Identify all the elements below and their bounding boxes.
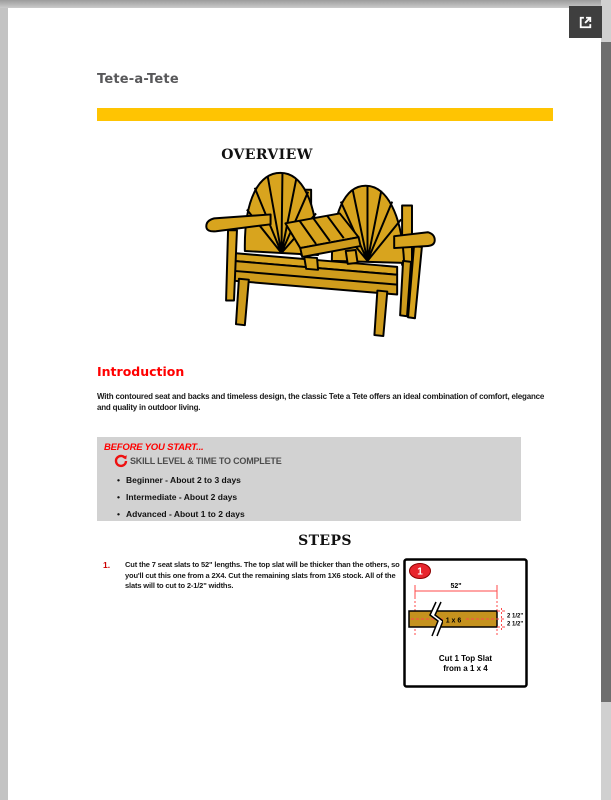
overview-heading: OVERVIEW: [221, 147, 313, 163]
scrollbar-thumb[interactable]: [601, 42, 611, 702]
steps-heading: STEPS: [298, 533, 352, 549]
skill-item-intermediate: Intermediate - About 2 days: [125, 492, 238, 502]
diagram-caption-line1: Cut 1 Top Slat: [438, 654, 493, 663]
list-item: [117, 475, 241, 485]
bullet-icon: •: [117, 475, 120, 485]
open-in-new-icon: [577, 14, 594, 31]
document-page: [8, 8, 601, 800]
step1-diagram: [403, 558, 528, 688]
before-you-start-heading: BEFORE YOU START...: [104, 442, 204, 453]
window-top-chrome: [0, 0, 611, 8]
width-label-bottom: 2 1/2": [507, 621, 524, 628]
length-label: 52": [450, 583, 462, 590]
introduction-paragraph: With contoured seat and backs and timeless design, the classic Tete a Tete offers an ideal combination of comfort, elegance and quality in outdoor living.: [97, 392, 545, 412]
width-label-top: 2 1/2": [507, 613, 524, 620]
board-label: 1 x 6: [445, 617, 462, 625]
page-title: Tete-a-Tete: [97, 72, 179, 87]
open-in-new-button[interactable]: [569, 6, 602, 38]
before-you-start-box: [97, 437, 521, 521]
step-number: 1.: [103, 560, 111, 570]
bench-illustration: [183, 164, 461, 342]
skill-item-beginner: Beginner - About 2 to 3 days: [125, 475, 241, 485]
step-badge-number: 1: [417, 566, 423, 578]
timer-icon: [114, 454, 128, 468]
step-text: Cut the 7 seat slats to 52" lengths. The top slat will be thicker than the others, so you'll cut this one from a 2X4. Cut the remaining slats from 1X6 stock. All of the slats will to cut to 2-1/2" widths.: [125, 560, 400, 590]
skill-level-heading: SKILL LEVEL & TIME TO COMPLETE: [130, 456, 282, 466]
skill-level-row: [114, 454, 282, 468]
skill-item-advanced: Advanced - About 1 to 2 days: [125, 509, 245, 519]
diagram-caption-line2: from a 1 x 4: [443, 664, 488, 673]
bullet-icon: •: [117, 509, 120, 519]
bullet-icon: •: [117, 492, 120, 502]
list-item: [117, 509, 245, 519]
vertical-scrollbar[interactable]: [601, 0, 611, 800]
introduction-heading: Introduction: [97, 364, 185, 379]
list-item: [117, 492, 237, 502]
accent-divider-bar: [97, 108, 553, 121]
